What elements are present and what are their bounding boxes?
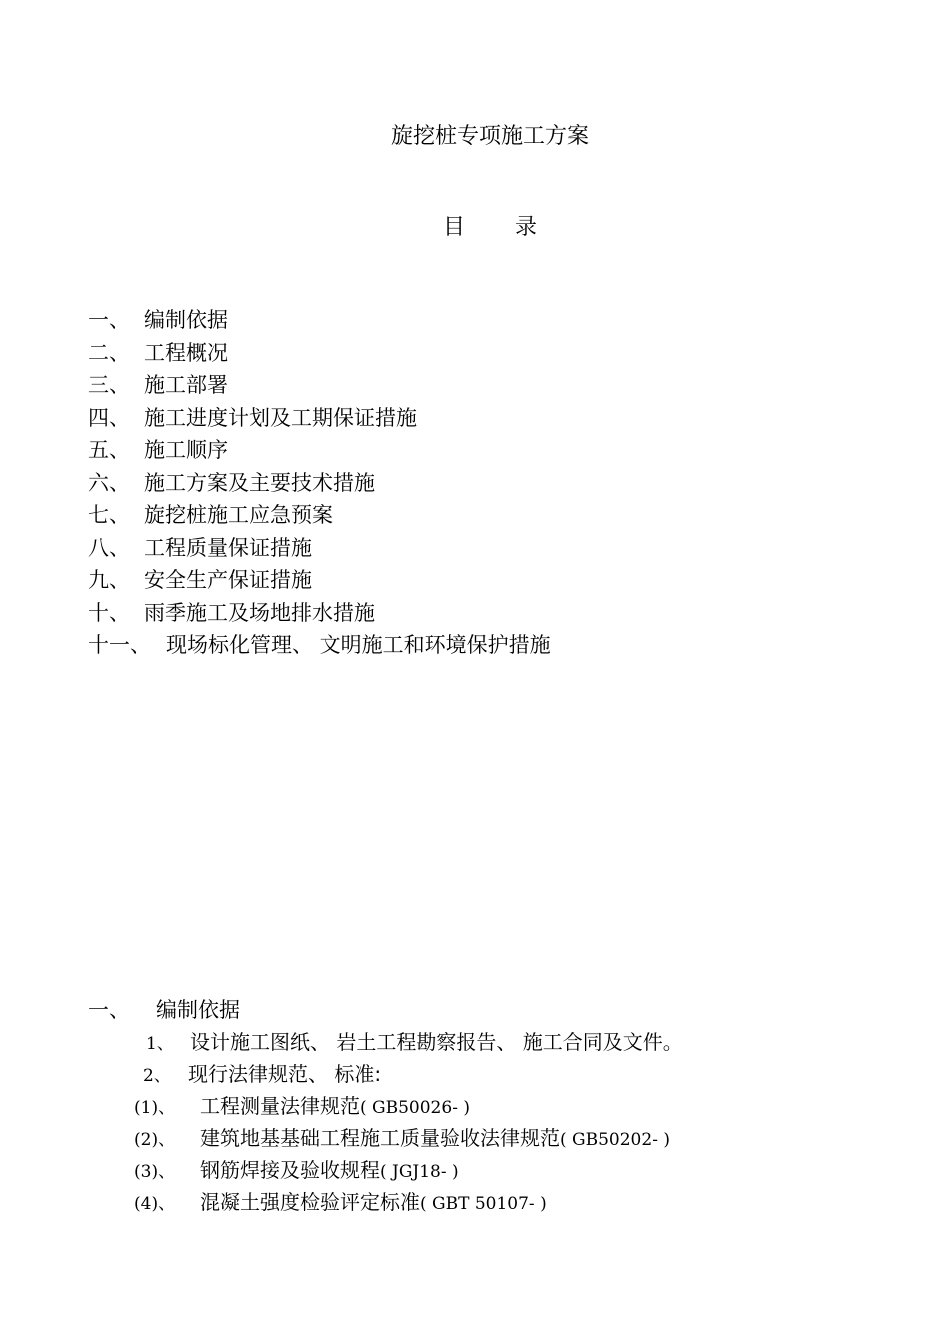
toc-item[interactable] — [88, 597, 551, 630]
toc-item-number: 九、 — [88, 568, 130, 592]
toc-heading-right: 录 — [515, 215, 538, 240]
section-heading — [88, 994, 240, 1026]
standard-item-text: 混凝土强度检验评定标准 — [200, 1190, 420, 1214]
toc-item-label: 编制依据 — [144, 308, 228, 332]
toc-item-number: 十一、 — [88, 633, 151, 657]
toc-item-number: 五、 — [88, 438, 130, 462]
standard-item-code: ( JGJ18- ) — [380, 1162, 459, 1182]
basis-item — [146, 1026, 683, 1060]
table-of-contents — [88, 304, 551, 662]
toc-item[interactable] — [88, 369, 551, 402]
toc-item[interactable] — [88, 467, 551, 500]
standard-item-code: ( GBT 50107- ) — [420, 1194, 547, 1214]
document-title: 旋挖桩专项施工方案 — [390, 124, 589, 149]
section-number: 一、 — [88, 998, 130, 1022]
standard-item — [134, 1090, 470, 1124]
toc-heading-left: 目 — [443, 215, 466, 240]
toc-item[interactable] — [88, 402, 551, 435]
basis-item — [143, 1058, 381, 1092]
toc-item[interactable] — [88, 499, 551, 532]
toc-item-label: 工程质量保证措施 — [144, 535, 312, 560]
toc-item-label: 雨季施工及场地排水措施 — [144, 600, 375, 625]
standard-item — [134, 1154, 459, 1188]
standard-item-code: ( GB50026- ) — [360, 1098, 470, 1118]
toc-item[interactable] — [88, 564, 551, 597]
standard-item-text: 钢筋焊接及验收规程 — [200, 1158, 380, 1182]
toc-item-number: 七、 — [88, 503, 130, 527]
basis-item-text: 现行法律规范、 标准: — [188, 1062, 382, 1086]
standard-item-index: (1)、 — [134, 1098, 176, 1118]
toc-item-label: 施工进度计划及工期保证措施 — [144, 405, 417, 430]
toc-item[interactable] — [88, 337, 551, 370]
toc-item-label: 旋挖桩施工应急预案 — [144, 503, 333, 527]
section-title: 编制依据 — [156, 998, 240, 1022]
toc-item-number: 三、 — [88, 373, 130, 397]
standard-item — [134, 1186, 547, 1220]
toc-item-label: 施工方案及主要技术措施 — [144, 470, 375, 495]
toc-item[interactable] — [88, 532, 551, 565]
toc-item-label: 现场标化管理、 文明施工和环境保护措施 — [166, 633, 551, 657]
toc-heading — [443, 213, 537, 243]
toc-item[interactable] — [88, 304, 551, 337]
toc-item[interactable] — [88, 434, 551, 467]
toc-item-label: 施工部署 — [144, 373, 228, 397]
standard-item-index: (4)、 — [134, 1194, 176, 1214]
toc-item-label: 工程概况 — [144, 340, 228, 365]
toc-item-number: 十、 — [88, 600, 130, 625]
toc-item-number: 一、 — [88, 308, 130, 332]
standard-item-index: (3)、 — [134, 1162, 176, 1182]
toc-item-label: 施工顺序 — [144, 438, 228, 462]
toc-item-number: 四、 — [88, 405, 130, 430]
toc-item-number: 二、 — [88, 340, 130, 365]
toc-item[interactable] — [88, 629, 551, 662]
toc-item-label: 安全生产保证措施 — [144, 568, 312, 592]
standard-item-text: 工程测量法律规范 — [200, 1094, 360, 1118]
basis-item-text: 设计施工图纸、 岩土工程勘察报告、 施工合同及文件。 — [190, 1030, 683, 1054]
basis-item-index: 1、 — [146, 1034, 174, 1054]
standard-item-code: ( GB50202- ) — [560, 1130, 670, 1150]
toc-item-number: 六、 — [88, 470, 130, 495]
standard-item-text: 建筑地基基础工程施工质量验收法律规范 — [200, 1126, 560, 1150]
toc-item-number: 八、 — [88, 535, 130, 560]
basis-item-index: 2、 — [143, 1066, 171, 1086]
standard-item — [134, 1122, 670, 1156]
standard-item-index: (2)、 — [134, 1130, 176, 1150]
